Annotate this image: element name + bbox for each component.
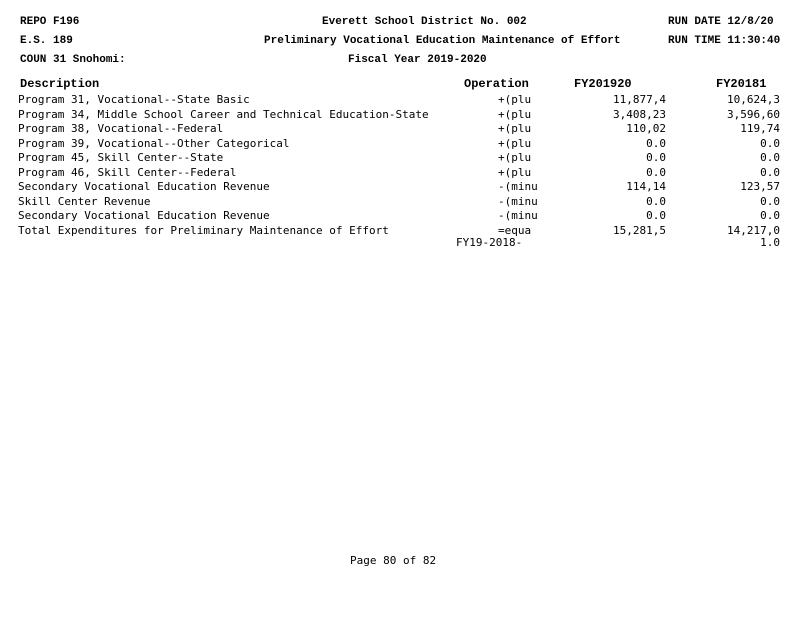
row-description: Skill Center Revenue <box>18 195 151 208</box>
row-fy-prior: 10,624,3 <box>727 93 780 106</box>
row-fy-current: 0.0 <box>646 137 666 150</box>
district-name: Everett School District No. 002 <box>322 16 527 28</box>
row-operation: +(plu <box>498 137 532 150</box>
row-fy-prior: 0.0 <box>760 209 780 222</box>
row-fy-current: 0.0 <box>646 209 666 222</box>
col-description-header: Description <box>20 77 100 91</box>
report-id: REPO F196 <box>20 16 80 28</box>
row-description: Program 31, Vocational--State Basic <box>18 93 250 106</box>
row-fy-prior: 0.0 <box>760 151 780 164</box>
col-fy-current-header: FY201920 <box>574 77 632 91</box>
row-fy-prior: 0.0 <box>760 166 780 179</box>
row-operation: +(plu <box>498 122 532 135</box>
col-operation-header: Operation <box>464 77 529 91</box>
row-operation: +(plu <box>498 108 532 121</box>
county: COUN 31 Snohomi: <box>20 54 126 66</box>
row-operation: =equa <box>498 224 532 237</box>
row-fy-current: 0.0 <box>646 151 666 164</box>
run-time: RUN TIME 11:30:40 <box>668 35 781 47</box>
row-description: Secondary Vocational Education Revenue <box>18 180 270 193</box>
row-operation: +(plu <box>498 151 532 164</box>
row-fy-current: 15,281,5 <box>613 224 666 237</box>
row-fy-prior: 3,596,60 <box>727 108 780 121</box>
fiscal-year: Fiscal Year 2019-2020 <box>348 54 487 66</box>
row-fy-prior: 0.0 <box>760 195 780 208</box>
row-fy-current: 110,02 <box>626 122 666 135</box>
report-title: Preliminary Vocational Education Maintenance of Effort <box>264 35 621 47</box>
row-fy-prior: 123,57 <box>740 180 780 193</box>
page-number: Page 80 of 82 <box>350 554 437 567</box>
row-description: Secondary Vocational Education Revenue <box>18 209 270 222</box>
ratio-label: FY19-2018- <box>456 236 523 249</box>
row-fy-current: 0.0 <box>646 166 666 179</box>
es-number: E.S. 189 <box>20 35 73 47</box>
row-operation: +(plu <box>498 166 532 179</box>
row-fy-prior: 0.0 <box>760 137 780 150</box>
row-description: Total Expenditures for Preliminary Maintenance of Effort <box>18 224 389 237</box>
row-description: Program 46, Skill Center--Federal <box>18 166 237 179</box>
row-description: Program 45, Skill Center--State <box>18 151 224 164</box>
row-description: Program 34, Middle School Career and Technical Education-State <box>18 108 429 121</box>
run-date: RUN DATE 12/8/20 <box>668 16 774 28</box>
row-fy-current: 3,408,23 <box>613 108 666 121</box>
row-operation: -(minu <box>498 180 538 193</box>
row-fy-prior: 119,74 <box>740 122 780 135</box>
row-description: Program 38, Vocational--Federal <box>18 122 224 135</box>
row-operation: +(plu <box>498 93 532 106</box>
row-operation: -(minu <box>498 195 538 208</box>
col-fy-prior-header: FY20181 <box>716 77 767 91</box>
row-fy-current: 11,877,4 <box>613 93 666 106</box>
row-operation: -(minu <box>498 209 538 222</box>
row-description: Program 39, Vocational--Other Categorical <box>18 137 290 150</box>
row-fy-prior: 14,217,0 <box>727 224 780 237</box>
row-fy-current: 0.0 <box>646 195 666 208</box>
row-fy-current: 114,14 <box>626 180 666 193</box>
ratio-value: 1.0 <box>760 236 780 249</box>
